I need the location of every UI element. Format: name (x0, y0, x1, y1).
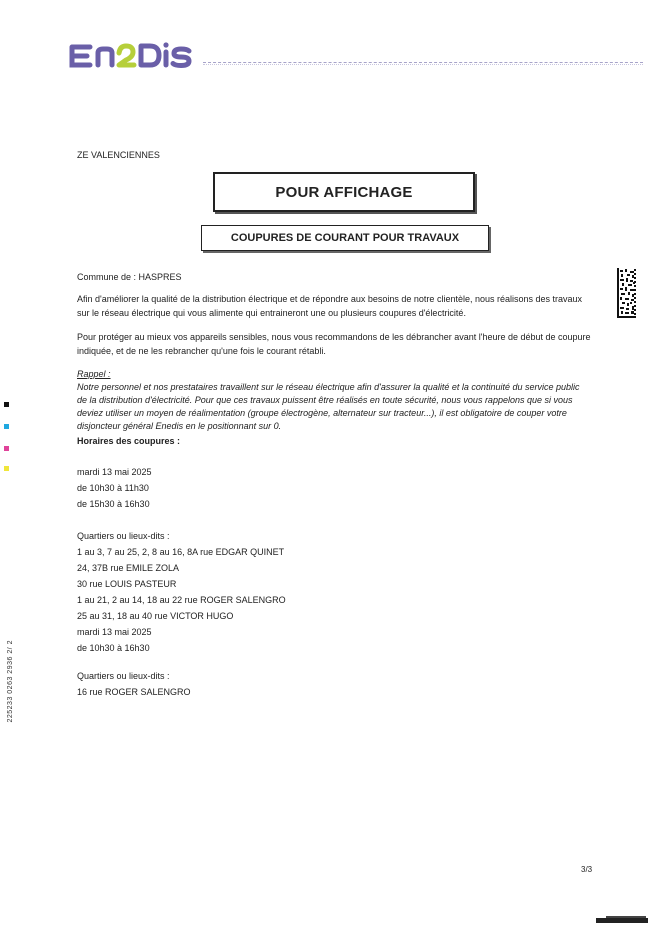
schedule-block (77, 464, 597, 512)
datamatrix-code (617, 268, 636, 318)
enedis-logo (68, 40, 193, 72)
rappel-paragraph (77, 368, 597, 433)
rappel-line: deviez utiliser un moyen de réalimentation (groupe électrogène, alternateur sur tracteur...), il est obligatoire de couper votre (77, 408, 567, 418)
horaires-heading: Horaires des coupures : (77, 436, 181, 446)
header-rule (203, 62, 643, 63)
print-mark-yellow (4, 466, 9, 471)
commune-line: Commune de : HASPRES (77, 272, 182, 282)
title-box: POUR AFFICHAGE (213, 172, 475, 212)
street-item: 1 au 3, 7 au 25, 2, 8 au 16, 8A rue EDGAR QUINET (77, 547, 285, 557)
protect-paragraph (77, 330, 597, 358)
page-number: 3/3 (581, 865, 593, 874)
side-reference-code: 225233 0263 2936 2/ 2 (7, 640, 14, 723)
rappel-line: Notre personnel et nos prestataires travaillent sur le réseau électrique afin d'assurer la qualité et la continuité du service public (77, 382, 580, 392)
quartiers-block-2 (77, 668, 597, 700)
quartiers-label: Quartiers ou lieux-dits : (77, 531, 170, 541)
street-item: 30 rue LOUIS PASTEUR (77, 579, 177, 589)
print-mark-cyan (4, 424, 9, 429)
street-item: 16 rue ROGER SALENGRO (77, 687, 191, 697)
zone-label: ZE VALENCIENNES (77, 150, 160, 160)
schedule-slot: de 10h30 à 16h30 (77, 643, 150, 653)
street-item: 25 au 31, 18 au 40 rue VICTOR HUGO (77, 611, 234, 621)
protect-line: indiquée, et de ne les rebrancher qu'une fois le courant rétabli. (77, 346, 326, 356)
print-mark-magenta (4, 446, 9, 451)
intro-line: Afin d'améliorer la qualité de la distribution électrique et de répondre aux besoins de notre clientèle, nous réalisons des travaux (77, 294, 583, 304)
street-item: 24, 37B rue EMILE ZOLA (77, 563, 180, 573)
schedule-date: mardi 13 mai 2025 (77, 467, 152, 477)
intro-line: sur le réseau électrique qui vous alimente qui entraineront une ou plusieurs coupures d'électricité. (77, 308, 466, 318)
schedule-slot: de 10h30 à 11h30 (77, 483, 149, 493)
rappel-label: Rappel : (77, 369, 111, 379)
intro-paragraph (77, 292, 597, 320)
header-rule-secondary (203, 64, 643, 65)
schedule-slot: de 15h30 à 16h30 (77, 499, 150, 509)
rappel-line: disjoncteur général Enedis en le positionnant sur 0. (77, 421, 282, 431)
protect-line: Pour protéger au mieux vos appareils sensibles, nous vous recommandons de les débrancher avant l'heure de début de coupure (77, 332, 591, 342)
rappel-line: de la distribution d'électricité. Pour que ces travaux puissent être réalisés en toute sécurité, nous vous rappelons que si vous (77, 395, 573, 405)
print-mark-black (4, 402, 9, 407)
subtitle-box: COUPURES DE COURANT POUR TRAVAUX (201, 225, 489, 251)
quartiers-block (77, 528, 597, 656)
quartiers-label: Quartiers ou lieux-dits : (77, 671, 170, 681)
scan-edge-mark (596, 910, 648, 919)
schedule-date: mardi 13 mai 2025 (77, 627, 152, 637)
street-item: 1 au 21, 2 au 14, 18 au 22 rue ROGER SALENGRO (77, 595, 286, 605)
